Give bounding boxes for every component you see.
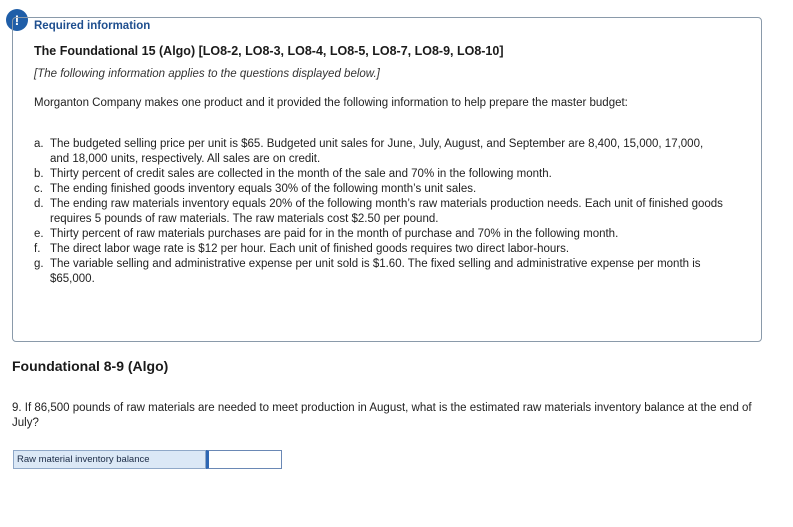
list-item	[34, 182, 724, 197]
section-title: Foundational 8-9 (Algo)	[12, 358, 169, 374]
list-item-letter: e.	[34, 228, 44, 240]
list-item	[34, 137, 724, 167]
answer-label: Raw material inventory balance	[13, 450, 206, 469]
applies-note: [The following information applies to the questions displayed below.]	[34, 68, 380, 80]
list-item-letter: d.	[34, 198, 44, 210]
list-item-letter: c.	[34, 183, 43, 195]
answer-row	[13, 450, 282, 469]
list-item-letter: a.	[34, 138, 44, 150]
list-item-text: The budgeted selling price per unit is $65. Budgeted unit sales for June, July, August, and September are 8,400, 15,000, 17,000, and 18,000 units, respectively. All sales are on credit.	[50, 138, 704, 165]
alert-icon: !	[6, 9, 28, 31]
list-item	[34, 167, 724, 182]
list-item-text: The variable selling and administrative expense per unit sold is $1.60. The fixed selling and administrative expense per month is $65,000.	[50, 258, 701, 285]
list-item-text: The direct labor wage rate is $12 per hour. Each unit of finished goods requires two direct labor-hours.	[50, 243, 570, 255]
info-list	[34, 137, 724, 287]
list-item	[34, 227, 724, 242]
list-item-text: The ending raw materials inventory equals 20% of the following month’s raw materials production needs. Each unit of finished goods requires 5 pounds of raw materials. The raw materials cost $2.50 per pound.	[50, 198, 723, 225]
page-title: The Foundational 15 (Algo) [LO8-2, LO8-3, LO8-4, LO8-5, LO8-7, LO8-9, LO8-10]	[34, 44, 504, 58]
list-item	[34, 257, 724, 287]
intro-text: Morganton Company makes one product and it provided the following information to help prepare the master budget:	[34, 97, 628, 109]
list-item-letter: f.	[34, 243, 41, 255]
list-item	[34, 197, 724, 227]
required-information-label: Required information	[34, 20, 151, 32]
list-item	[34, 242, 724, 257]
raw-material-inventory-input[interactable]	[206, 450, 282, 469]
list-item-text: Thirty percent of raw materials purchases are paid for in the month of purchase and 70% in the following month.	[50, 228, 619, 240]
question-text: 9. If 86,500 pounds of raw materials are needed to meet production in August, what is the estimated raw materials inventory balance at the end of July?	[12, 402, 752, 429]
list-item-letter: b.	[34, 168, 44, 180]
list-item-letter: g.	[34, 258, 44, 270]
list-item-text: The ending finished goods inventory equals 30% of the following month’s unit sales.	[50, 183, 477, 195]
list-item-text: Thirty percent of credit sales are collected in the month of the sale and 70% in the following month.	[50, 168, 552, 180]
